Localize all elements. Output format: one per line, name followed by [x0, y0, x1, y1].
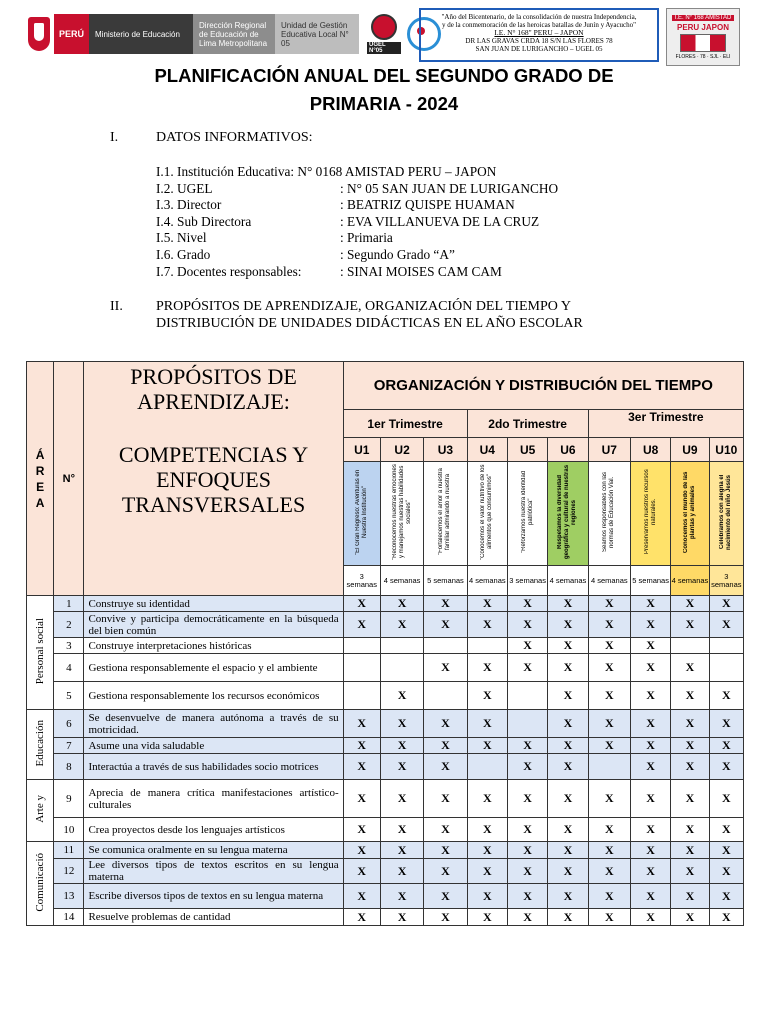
unit-title-cell — [507, 462, 547, 566]
title-line: PLANIFICACIÓN ANUAL DEL SEGUNDO GRADO DE — [154, 65, 614, 86]
mark-cell: X — [343, 818, 380, 842]
infobox-district: SAN JUAN DE LURIGANCHO – UGEL 05 — [475, 45, 603, 53]
section-title-line: DISTRIBUCIÓN DE UNIDADES DIDÁCTICAS EN EL AÑO ESCOLAR — [156, 316, 583, 331]
row-number: 12 — [54, 859, 84, 884]
unit-weeks: 4 semanas — [671, 566, 709, 596]
unit-weeks: 5 semanas — [630, 566, 670, 596]
unit-title: "Reconocemos nuestras emociones y manejamos nuestras habilidades sociales" — [391, 464, 412, 560]
mark-cell: X — [588, 638, 630, 654]
informative-data — [156, 164, 558, 280]
mark-cell: X — [709, 738, 743, 754]
mark-cell: X — [709, 754, 743, 780]
area-name-cell — [27, 710, 54, 780]
data-row — [156, 230, 558, 247]
mark-cell: X — [630, 818, 670, 842]
unit-title: Respetamos la diversidad geográfica y cultural de nuestras regiones — [557, 464, 578, 560]
mark-cell: X — [630, 738, 670, 754]
mark-cell: X — [671, 738, 709, 754]
mark-cell: X — [548, 654, 588, 682]
unit-title-cell — [630, 462, 670, 566]
unit-title: "Reforzamos nuestra identidad patriótica" — [520, 470, 534, 554]
mark-cell: X — [467, 682, 507, 710]
mark-cell: X — [424, 859, 467, 884]
mark-cell — [507, 710, 547, 738]
mark-cell: X — [424, 818, 467, 842]
mark-cell: X — [548, 884, 588, 909]
mark-cell: X — [671, 682, 709, 710]
data-row-label: I.6. Grado — [156, 246, 211, 262]
mark-cell: X — [467, 738, 507, 754]
table-row — [27, 682, 744, 710]
unit-title-cell — [343, 462, 380, 566]
mark-cell: X — [467, 654, 507, 682]
mark-cell: X — [424, 654, 467, 682]
row-number: 6 — [54, 710, 84, 738]
mark-cell: X — [588, 818, 630, 842]
data-row-value: : SINAI MOISES CAM CAM — [340, 263, 502, 279]
mark-cell: X — [671, 780, 709, 818]
unit-code: U7 — [588, 438, 630, 462]
mark-cell: X — [588, 682, 630, 710]
table-row — [27, 738, 744, 754]
mark-cell: X — [671, 654, 709, 682]
competency-text: Resuelve problemas de cantidad — [84, 909, 343, 926]
row-number: 11 — [54, 842, 84, 859]
mark-cell: X — [548, 818, 588, 842]
row-number: 7 — [54, 738, 84, 754]
mark-cell: X — [671, 859, 709, 884]
mark-cell — [507, 682, 547, 710]
mark-cell: X — [548, 842, 588, 859]
mark-cell: X — [507, 612, 547, 638]
unit-title: Seamos responsables con las normas de Educación Vial. — [602, 471, 616, 553]
mark-cell: X — [588, 780, 630, 818]
mark-cell: X — [671, 596, 709, 612]
unit-title-cell — [671, 462, 709, 566]
mark-cell: X — [507, 638, 547, 654]
mark-cell: X — [548, 859, 588, 884]
unit-title-cell — [588, 462, 630, 566]
planning-table — [26, 361, 744, 926]
data-row-value: : EVA VILLANUEVA DE LA CRUZ — [340, 213, 540, 229]
table-row — [27, 818, 744, 842]
mark-cell: X — [507, 738, 547, 754]
mark-cell: X — [380, 612, 423, 638]
area-name-cell — [27, 596, 54, 710]
unit-code: U4 — [467, 438, 507, 462]
mark-cell: X — [630, 780, 670, 818]
header-logos — [28, 12, 441, 56]
mark-cell: X — [424, 612, 467, 638]
mark-cell: X — [424, 710, 467, 738]
unit-weeks: 3 semanas — [507, 566, 547, 596]
mark-cell: X — [588, 710, 630, 738]
ugel-badge-text: UGEL N°05 — [367, 42, 401, 54]
unit-code: U9 — [671, 438, 709, 462]
infobox-line: y de la conmemoración de las heroicas batallas de Junín y Ayacucho" — [441, 21, 637, 29]
area-name-cell — [27, 842, 54, 926]
mark-cell: X — [630, 596, 670, 612]
section-title — [156, 298, 676, 332]
flag-icon — [680, 34, 726, 52]
mark-cell: X — [424, 738, 467, 754]
table-row — [27, 859, 744, 884]
mark-cell — [709, 638, 743, 654]
area-name: Comunicació — [34, 852, 47, 912]
unit-code: U1 — [343, 438, 380, 462]
mark-cell: X — [507, 909, 547, 926]
mark-cell: X — [507, 818, 547, 842]
table-row — [27, 638, 744, 654]
infobox-school-name: I.E. N° 168" PERU – JAPON — [494, 28, 584, 37]
area-name: Arte y — [34, 795, 47, 823]
area-name: Educación — [34, 719, 47, 767]
mark-cell — [343, 654, 380, 682]
mark-cell: X — [709, 909, 743, 926]
ugel-unit-label: Unidad de Gestión Educativa Local N° 05 — [275, 14, 359, 54]
mark-cell: X — [343, 780, 380, 818]
mark-cell: X — [671, 818, 709, 842]
unit-title: Celebramos con alegría el nacimiento del niño Jesús — [719, 474, 733, 550]
mark-cell: X — [343, 710, 380, 738]
mark-cell: X — [671, 612, 709, 638]
mark-cell — [343, 638, 380, 654]
table-row — [27, 909, 744, 926]
row-number: 10 — [54, 818, 84, 842]
competency-text: Construye su identidad — [84, 596, 343, 612]
mark-cell: X — [588, 654, 630, 682]
mark-cell: X — [630, 710, 670, 738]
organization-header: ORGANIZACIÓN Y DISTRIBUCIÓN DEL TIEMPO — [343, 362, 743, 410]
dre-label: Dirección Regional de Educación de Lima Metropolitana — [193, 14, 275, 54]
trimester-header: 3er Trimestre — [588, 410, 743, 438]
unit-weeks: 4 semanas — [467, 566, 507, 596]
mark-cell: X — [709, 884, 743, 909]
mark-cell: X — [467, 612, 507, 638]
unit-code: U6 — [548, 438, 588, 462]
mark-cell: X — [380, 596, 423, 612]
data-row-label: I.5. Nivel — [156, 230, 207, 246]
mark-cell: X — [507, 754, 547, 780]
school-logo-name: PERU JAPON — [676, 22, 729, 32]
mark-cell: X — [630, 682, 670, 710]
unit-title: "Conocemos el valor nutritivo de los alimentos que consumimos" — [480, 464, 494, 560]
competency-text: Se desenvuelve de manera autónoma a través de su motricidad. — [84, 710, 343, 738]
infobox-line: "Año del Bicentenario, de la consolidación de nuestra Independencia, — [441, 13, 637, 21]
mark-cell: X — [548, 710, 588, 738]
competency-text: Convive y participa democráticamente en la búsqueda del bien común — [84, 612, 343, 638]
competency-text: Crea proyectos desde los lenguajes artísticos — [84, 818, 343, 842]
data-row-label: I.2. UGEL — [156, 180, 213, 196]
table-row — [27, 842, 744, 859]
trimester-header: 1er Trimestre — [343, 410, 467, 438]
mark-cell: X — [630, 638, 670, 654]
infobox-address: DR LAS GRAVAS CRDA 18 S/N LAS FLORES 78 — [465, 37, 613, 45]
row-number: 8 — [54, 754, 84, 780]
mark-cell: X — [380, 738, 423, 754]
mark-cell: X — [467, 596, 507, 612]
mark-cell: X — [343, 842, 380, 859]
table-row — [27, 884, 744, 909]
mark-cell: X — [548, 596, 588, 612]
competency-text: Gestiona responsablemente los recursos económicos — [84, 682, 343, 710]
peru-label: PERÚ — [54, 14, 89, 54]
mark-cell: X — [588, 842, 630, 859]
mark-cell: X — [424, 909, 467, 926]
unit-code: U8 — [630, 438, 670, 462]
mark-cell: X — [548, 612, 588, 638]
unit-title-cell — [709, 462, 743, 566]
mark-cell: X — [467, 818, 507, 842]
mark-cell: X — [343, 754, 380, 780]
mark-cell: X — [588, 596, 630, 612]
mark-cell: X — [424, 884, 467, 909]
mark-cell: X — [467, 710, 507, 738]
mark-cell: X — [630, 909, 670, 926]
mark-cell — [671, 638, 709, 654]
mark-cell — [467, 638, 507, 654]
table-row — [27, 654, 744, 682]
purpose-header-subtitle: COMPETENCIAS Y ENFOQUES TRANSVERSALES — [118, 442, 309, 517]
section-number: I. — [110, 130, 119, 145]
mark-cell: X — [709, 710, 743, 738]
mark-cell: X — [630, 859, 670, 884]
competency-text: Interactúa a través de sus habilidades socio motrices — [84, 754, 343, 780]
school-logo-bottom: FLORES · 78 · SJL · ELI — [675, 53, 731, 60]
mark-cell: X — [588, 612, 630, 638]
mark-cell: X — [343, 909, 380, 926]
mark-cell — [343, 682, 380, 710]
mark-cell: X — [380, 710, 423, 738]
mark-cell — [588, 754, 630, 780]
data-row-value: : Primaria — [340, 230, 393, 246]
mark-cell: X — [467, 842, 507, 859]
competency-text: Lee diversos tipos de textos escritos en su lengua materna — [84, 859, 343, 884]
mark-cell — [424, 682, 467, 710]
table-row — [27, 754, 744, 780]
mark-cell: X — [424, 780, 467, 818]
unit-code: U3 — [424, 438, 467, 462]
ugel-emblem-icon — [371, 14, 397, 40]
mark-cell: X — [343, 859, 380, 884]
unit-title: Preservamos nuestros recursos naturales. — [643, 469, 657, 555]
mark-cell: X — [709, 780, 743, 818]
data-row-label: I.7. Docentes responsables: — [156, 263, 302, 279]
area-header — [27, 362, 54, 596]
mark-cell: X — [507, 654, 547, 682]
data-row-value: : BEATRIZ QUISPE HUAMAN — [340, 197, 515, 213]
mark-cell: X — [380, 818, 423, 842]
title-line: PRIMARIA - 2024 — [309, 93, 459, 114]
ugel-logo — [367, 14, 401, 54]
mark-cell: X — [424, 596, 467, 612]
mark-cell: X — [671, 710, 709, 738]
unit-code: U5 — [507, 438, 547, 462]
unit-code: U2 — [380, 438, 423, 462]
unit-title-cell — [380, 462, 423, 566]
competency-text: Construye interpretaciones históricas — [84, 638, 343, 654]
mark-cell: X — [380, 859, 423, 884]
data-row-value: : N° 05 SAN JUAN DE LURIGANCHO — [340, 180, 559, 196]
mark-cell: X — [709, 612, 743, 638]
purpose-header — [84, 362, 343, 596]
table-row — [27, 612, 744, 638]
unit-code: U10 — [709, 438, 743, 462]
mark-cell: X — [548, 754, 588, 780]
mark-cell: X — [507, 780, 547, 818]
unit-title-cell — [467, 462, 507, 566]
unit-weeks: 4 semanas — [548, 566, 588, 596]
data-row — [156, 164, 558, 181]
mark-cell: X — [709, 842, 743, 859]
mark-cell: X — [424, 754, 467, 780]
mark-cell: X — [548, 909, 588, 926]
mark-cell: X — [548, 638, 588, 654]
mark-cell: X — [343, 738, 380, 754]
mark-cell: X — [507, 859, 547, 884]
mark-cell: X — [380, 842, 423, 859]
mark-cell: X — [630, 612, 670, 638]
mark-cell: X — [588, 884, 630, 909]
mark-cell: X — [588, 859, 630, 884]
section-title-line: PROPÓSITOS DE APRENDIZAJE, ORGANIZACIÓN DEL TIEMPO Y — [156, 299, 571, 314]
mark-cell: X — [588, 909, 630, 926]
row-number: 5 — [54, 682, 84, 710]
row-number: 13 — [54, 884, 84, 909]
unit-title: Conocemos el mundo de las plantas y animales — [682, 471, 696, 553]
mark-cell: X — [467, 909, 507, 926]
trimester-header: 2do Trimestre — [467, 410, 588, 438]
mark-cell: X — [507, 842, 547, 859]
unit-title: "Fortalecemos el amor a nuestra familiar admirando a nuestra — [438, 468, 452, 556]
school-logo — [666, 8, 740, 66]
data-row — [156, 264, 558, 281]
table-row — [27, 710, 744, 738]
mark-cell: X — [671, 754, 709, 780]
competency-text: Asume una vida saludable — [84, 738, 343, 754]
mark-cell — [380, 654, 423, 682]
mark-cell — [380, 638, 423, 654]
data-row — [156, 214, 558, 231]
unit-title: "El Gran Regreso: Aventuras en Nuestra Institución" — [354, 469, 368, 555]
row-number: 1 — [54, 596, 84, 612]
data-row-label: I.1. Institución Educativa: N° 0168 AMISTAD PERU – JAPON — [156, 164, 497, 179]
mark-cell — [467, 754, 507, 780]
government-banner — [54, 14, 359, 54]
competency-text: Aprecia de manera crítica manifestaciones artístico-culturales — [84, 780, 343, 818]
mark-cell: X — [630, 842, 670, 859]
mark-cell: X — [548, 682, 588, 710]
mark-cell: X — [343, 612, 380, 638]
mark-cell: X — [343, 884, 380, 909]
mark-cell: X — [709, 596, 743, 612]
data-row — [156, 197, 558, 214]
unit-weeks: 4 semanas — [380, 566, 423, 596]
peru-shield-logo — [28, 17, 50, 51]
number-header: N° — [54, 362, 84, 596]
mark-cell: X — [709, 818, 743, 842]
unit-weeks: 3 semanas — [343, 566, 380, 596]
mark-cell: X — [380, 754, 423, 780]
unit-title-cell — [548, 462, 588, 566]
table-row — [27, 780, 744, 818]
mark-cell: X — [467, 884, 507, 909]
school-info-box — [419, 8, 659, 62]
row-number: 3 — [54, 638, 84, 654]
page-title — [0, 62, 768, 118]
area-name-cell — [27, 780, 54, 842]
school-logo-top: I.E. N° 168 AMISTAD — [672, 15, 735, 21]
mark-cell: X — [630, 884, 670, 909]
mark-cell: X — [588, 738, 630, 754]
data-row-label: I.3. Director — [156, 197, 222, 213]
row-number: 2 — [54, 612, 84, 638]
table-row — [27, 596, 744, 612]
mark-cell: X — [380, 884, 423, 909]
data-row-label: I.4. Sub Directora — [156, 213, 252, 229]
data-row-value: : Segundo Grado “A” — [340, 246, 455, 262]
mark-cell: X — [671, 909, 709, 926]
mark-cell: X — [630, 754, 670, 780]
mark-cell: X — [671, 884, 709, 909]
unit-weeks: 5 semanas — [424, 566, 467, 596]
mark-cell: X — [343, 596, 380, 612]
unit-weeks: 4 semanas — [588, 566, 630, 596]
mark-cell: X — [380, 780, 423, 818]
mark-cell: X — [380, 682, 423, 710]
mark-cell — [424, 638, 467, 654]
area-header-text: Á R E A — [35, 447, 45, 510]
mark-cell: X — [467, 780, 507, 818]
mark-cell: X — [507, 596, 547, 612]
competency-text: Se comunica oralmente en su lengua materna — [84, 842, 343, 859]
competency-text: Gestiona responsablemente el espacio y el ambiente — [84, 654, 343, 682]
mark-cell: X — [507, 884, 547, 909]
row-number: 9 — [54, 780, 84, 818]
mark-cell: X — [709, 859, 743, 884]
row-number: 14 — [54, 909, 84, 926]
competency-text: Escribe diversos tipos de textos en su lengua materna — [84, 884, 343, 909]
area-name: Personal social — [34, 617, 47, 685]
mark-cell: X — [630, 654, 670, 682]
unit-weeks: 3 semanas — [709, 566, 743, 596]
mark-cell — [709, 654, 743, 682]
section-number: II. — [110, 299, 123, 314]
ministry-label: Ministerio de Educación — [89, 14, 193, 54]
unit-title-cell — [424, 462, 467, 566]
data-row — [156, 247, 558, 264]
mark-cell: X — [424, 842, 467, 859]
row-number: 4 — [54, 654, 84, 682]
mark-cell: X — [548, 738, 588, 754]
mark-cell: X — [380, 909, 423, 926]
data-row — [156, 181, 558, 198]
mark-cell: X — [467, 859, 507, 884]
mark-cell: X — [548, 780, 588, 818]
mark-cell: X — [709, 682, 743, 710]
section-title: DATOS INFORMATIVOS: — [156, 130, 313, 145]
mark-cell: X — [671, 842, 709, 859]
purpose-header-title: PROPÓSITOS DE APRENDIZAJE: — [130, 364, 297, 414]
